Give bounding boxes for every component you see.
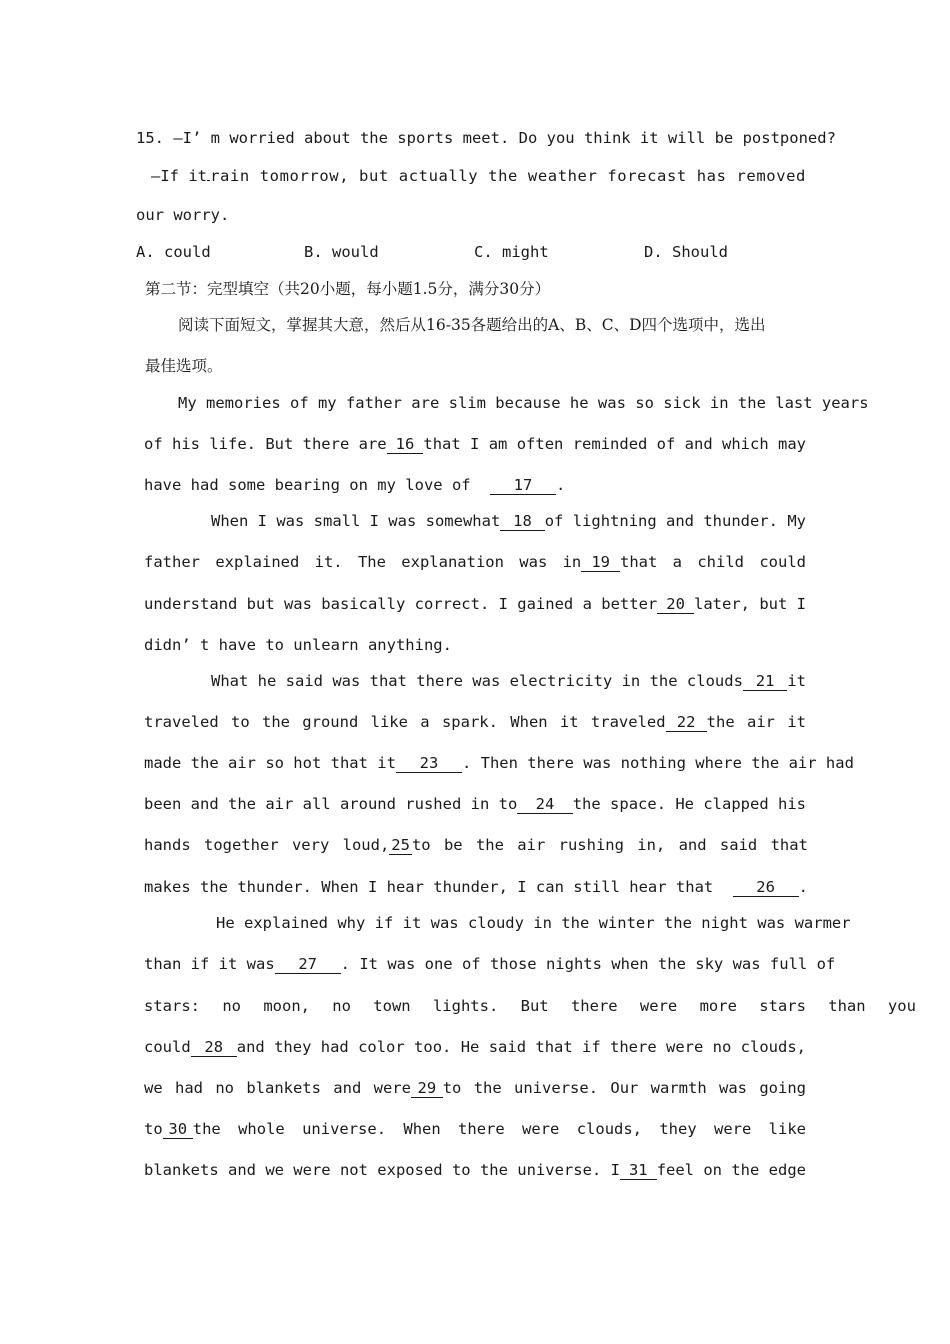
blank-31: 31 [620, 1161, 657, 1180]
section-instruction-line2: 最佳选项。 [145, 357, 223, 375]
passage-line: My memories of my father are slim because he was so sick in the last years [178, 394, 869, 412]
passage-line: of his life. But there are 16 that I am often reminded of and which may [144, 435, 806, 453]
passage-line: When I was small I was somewhat 18 of lightning and thunder. My [211, 512, 806, 530]
blank-22: 22 [666, 713, 707, 732]
blank-23: 23 [396, 754, 462, 773]
passage-line: understand but was basically correct. I gained a better 20 later, but I [144, 595, 806, 613]
passage-line: traveled to the ground like a spark. When it traveled 22 the air it [144, 713, 806, 731]
blank-28: 28 [191, 1038, 237, 1057]
question-stem: —I’ m worried about the sports meet. Do you think it will be postponed? [173, 129, 836, 147]
section-instruction-line1: 阅读下面短文，掌握其大意，然后从16-35各题给出的A、B、C、D四个选项中，选出 [178, 316, 766, 334]
question-15-line2: —If it rain tomorrow, but actually the weather forecast has removed [151, 164, 806, 186]
passage-line: makes the thunder. When I hear thunder, I can still hear that 26 . [144, 878, 808, 896]
blank-27-group: 27 . It was one of those nights when the sky was full of [275, 954, 836, 974]
option-a: A. could [136, 243, 211, 261]
option-b: B. would [304, 243, 379, 261]
blank-23-group: 23 . Then there was nothing where the air had [396, 753, 854, 773]
passage-line: father explained it. The explanation was in 19 that a child could [144, 553, 806, 571]
passage-line: have had some bearing on my love of 17 . [144, 476, 566, 494]
passage-line: He explained why if it was cloudy in the winter the night was warmer [216, 914, 851, 932]
option-c: C. might [474, 243, 549, 261]
passage-line: hands together very loud, 25 to be the air rushing in, and said that [144, 836, 808, 854]
passage-line: than if it was 27 . It was one of those nights when the sky was full of [144, 955, 836, 973]
blank-26: 26 [733, 878, 799, 897]
blank-24: 24 [517, 795, 572, 814]
passage-line: blankets and we were not exposed to the universe. I 31 feel on the edge [144, 1161, 806, 1179]
question-15-line1 [136, 128, 836, 148]
section-heading: 第二节：完型填空（共20小题，每小题1.5分，满分30分） [145, 280, 551, 298]
blank-18: 18 [500, 512, 544, 531]
question-number: 15. [136, 129, 164, 147]
passage-line: been and the air all around rushed in to 24 the space. He clapped his [144, 795, 806, 813]
passage-line: made the air so hot that it 23 . Then there was nothing where the air had [144, 754, 854, 772]
blank-19: 19 [581, 553, 620, 572]
blank-29: 29 [411, 1079, 443, 1098]
blank-30: 30 [163, 1120, 193, 1139]
blank-27: 27 [275, 955, 341, 974]
passage-line: What he said was that there was electricity in the clouds 21 it [211, 672, 806, 690]
blank-25: 25 [391, 836, 410, 854]
passage-line: stars: no moon, no town lights. But there were more stars than you [144, 997, 916, 1015]
blank-17: 17 [490, 476, 556, 495]
blank-21: 21 [743, 672, 787, 691]
passage-line: we had no blankets and were 29 to the universe. Our warmth was going [144, 1079, 806, 1097]
passage-line: could 28 and they had color too. He said that if there were no clouds, [144, 1038, 806, 1056]
option-d: D. Should [644, 243, 728, 261]
blank-20: 20 [657, 595, 694, 614]
passage-line: to 30 the whole universe. When there were clouds, they were like [144, 1120, 806, 1138]
passage-line: didn’ t have to unlearn anything. [144, 636, 452, 654]
blank-16: 16 [387, 435, 424, 454]
question-15-line3: our worry. [136, 206, 230, 224]
